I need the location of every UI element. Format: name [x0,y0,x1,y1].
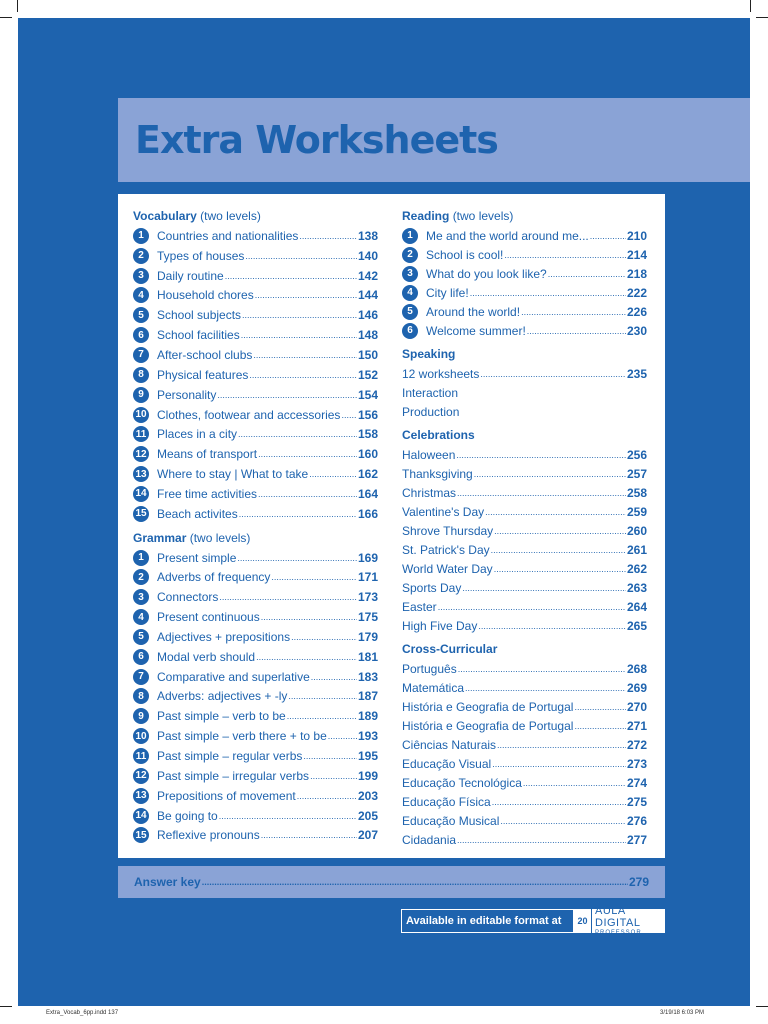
footer-timestamp: 3/19/18 6:03 PM [660,1010,705,1016]
item-label: World Water Day [402,561,493,576]
leader-dots [202,876,628,888]
badge-brand-name: AULA DIGITAL [595,905,641,929]
list-item [402,659,647,678]
list-item [133,627,378,647]
list-item [402,830,647,849]
list-item [402,697,647,716]
leader-dots [523,777,626,789]
number-badge: 1 [133,550,149,566]
leader-dots [255,289,357,301]
list-item [133,687,378,707]
number-badge: 9 [133,708,149,724]
list-item [133,345,378,365]
list-item [133,286,378,306]
list-item [402,383,647,402]
item-label: Welcome summer! [426,323,526,338]
page-number: 269 [626,680,647,695]
list-item [402,245,647,264]
item-label: Comparative and superlative [157,669,310,684]
celebrations-heading: Celebrations [402,428,475,442]
page-number: 146 [357,308,378,323]
item-label: Past simple – verb there + to be [157,729,327,744]
item-label: Means of transport [157,447,258,462]
page-number: 214 [626,247,647,262]
page-number: 148 [357,328,378,343]
leader-dots [225,270,357,282]
list-item [402,402,647,421]
list-item [402,321,647,340]
page-number: 142 [357,268,378,283]
page-number: 207 [357,828,378,843]
leader-dots [438,601,626,613]
answer-key-page: 279 [628,875,649,889]
leader-dots [261,611,357,623]
number-badge: 6 [402,323,418,339]
item-label: Past simple – irregular verbs [157,768,310,783]
item-label: Physical features [157,367,249,382]
page-number: 179 [357,629,378,644]
leader-dots [480,368,626,380]
page-number: 210 [626,228,647,243]
leader-dots [527,325,626,337]
leader-dots [258,488,357,500]
list-item [402,483,647,502]
page-number: 169 [357,550,378,565]
page-number: 150 [357,347,378,362]
page-number: 171 [357,570,378,585]
contents-panel [118,194,665,858]
item-label: Around the world! [426,304,521,319]
list-item [402,364,647,383]
answer-key-label: Answer key [134,875,201,889]
number-badge: 14 [133,808,149,824]
leader-dots [485,506,626,518]
badge-text: Available in editable format at [401,909,574,933]
page-number: 164 [357,486,378,501]
item-label: Be going to [157,808,218,823]
footer-filename: Extra_Vocab_6pp.indd 137 [46,1010,119,1016]
item-label: Adjectives + prepositions [157,629,291,644]
item-label: Prepositions of movement [157,788,296,803]
list-item [133,607,378,627]
item-label: St. Patrick's Day [402,542,490,557]
list-item [402,773,647,792]
item-label: Modal verb should [157,649,256,664]
list-item [133,587,378,607]
cross-curricular-list [402,659,647,849]
list-item [402,559,647,578]
number-badge: 7 [133,669,149,685]
list-item [133,568,378,588]
leader-dots [271,571,357,583]
leader-dots [219,591,357,603]
list-item [133,766,378,786]
list-item [133,484,378,504]
page-number: 235 [626,366,647,381]
leader-dots [497,739,626,751]
left-column [133,206,378,845]
number-badge: 12 [133,446,149,462]
list-item [133,825,378,845]
item-label: Connectors [157,590,219,605]
item-label: Where to stay | What to take [157,467,309,482]
page-number: 181 [357,649,378,664]
list-item [402,283,647,302]
item-label: Matemática [402,680,465,695]
item-label: Ciências Naturais [402,737,497,752]
item-label: Sports Day [402,580,462,595]
number-badge: 11 [133,426,149,442]
item-label: Present simple [157,550,237,565]
item-label: 12 worksheets [402,366,480,381]
list-item [402,811,647,830]
leader-dots [548,268,626,280]
leader-dots [465,682,626,694]
page-number: 144 [357,288,378,303]
list-item [402,578,647,597]
list-item [133,266,378,286]
speaking-list [402,364,647,421]
leader-dots [492,796,626,808]
item-label: Educação Física [402,794,491,809]
number-badge: 4 [133,609,149,625]
number-badge: 14 [133,486,149,502]
page-number: 222 [626,285,647,300]
leader-dots [494,563,626,575]
list-item [133,464,378,484]
list-item [133,405,378,425]
badge-brand [591,905,665,936]
item-label: Educação Musical [402,813,500,828]
celebrations-list [402,445,647,635]
list-item [402,445,647,464]
page-number: 156 [357,407,378,422]
number-badge: 9 [133,387,149,403]
list-item [133,667,378,687]
number-badge: 1 [133,228,149,244]
leader-dots [303,750,357,762]
item-label: Português [402,661,457,676]
page-number: 166 [357,506,378,521]
page-number: 218 [626,266,647,281]
page-number: 187 [357,689,378,704]
number-badge: 11 [133,748,149,764]
badge-brand-sub: PROFESSOR [595,930,642,936]
page-number: 226 [626,304,647,319]
number-badge: 6 [133,327,149,343]
item-label: Christmas [402,485,457,500]
list-item [402,464,647,483]
page-number: 261 [626,542,647,557]
number-badge: 13 [133,788,149,804]
list-item [133,504,378,524]
item-label: City life! [426,285,469,300]
number-badge: 5 [402,304,418,320]
page-number: 154 [357,387,378,402]
page-number: 268 [626,661,647,676]
item-label: Thanksgiving [402,466,473,481]
list-item [133,385,378,405]
number-badge: 5 [133,307,149,323]
leader-dots [494,525,626,537]
page-number: 273 [626,756,647,771]
item-label: Places in a city [157,427,238,442]
leader-dots [287,710,357,722]
leader-dots [297,790,357,802]
list-item [402,597,647,616]
item-label: Production [402,404,460,419]
page-number: 152 [357,367,378,382]
leader-dots [288,690,357,702]
leader-dots [217,389,357,401]
page-number: 160 [357,447,378,462]
leader-dots [500,815,626,827]
list-item [133,444,378,464]
item-label: After-school clubs [157,347,253,362]
list-item [402,735,647,754]
page-number: 162 [357,467,378,482]
leader-dots [242,309,357,321]
list-item [402,716,647,735]
list-item [133,226,378,246]
list-item [133,746,378,766]
grammar-heading: Grammar (two levels) [133,530,251,545]
leader-dots [249,369,357,381]
list-item [133,726,378,746]
item-label: Adverbs of frequency [157,570,271,585]
leader-dots [261,829,357,841]
item-label: Interaction [402,385,459,400]
item-label: School is cool! [426,247,504,262]
leader-dots [256,651,357,663]
title-band [118,98,750,182]
item-label: Haloween [402,447,456,462]
answer-key-row [118,866,665,898]
number-badge: 8 [133,367,149,383]
page-number: 272 [626,737,647,752]
leader-dots [491,544,626,556]
number-badge: 15 [133,506,149,522]
page-number: 193 [357,729,378,744]
number-badge: 3 [402,266,418,282]
item-label: Adverbs: adjectives + -ly [157,689,288,704]
list-item [402,521,647,540]
page-number: 256 [626,447,647,462]
leader-dots [457,487,626,499]
page-number: 258 [626,485,647,500]
list-item [402,502,647,521]
number-badge: 4 [133,287,149,303]
leader-dots [237,552,357,564]
leader-dots [245,250,357,262]
page-number: 230 [626,323,647,338]
number-badge: 13 [133,466,149,482]
leader-dots [299,230,357,242]
page-number: 259 [626,504,647,519]
badge-logo: 20 [574,909,591,933]
page-number: 270 [626,699,647,714]
item-label: Free time activities [157,486,258,501]
item-label: História e Geografia de Portugal [402,699,574,714]
list-item [402,302,647,321]
number-badge: 4 [402,285,418,301]
item-label: Past simple – regular verbs [157,749,303,764]
item-label: Daily routine [157,268,224,283]
list-item [133,365,378,385]
vocabulary-list [133,226,378,524]
item-label: Cidadania [402,832,457,847]
right-column [402,206,647,849]
number-badge: 6 [133,649,149,665]
list-item [402,540,647,559]
number-badge: 5 [133,629,149,645]
number-badge: 12 [133,768,149,784]
number-badge: 15 [133,827,149,843]
item-label: School facilities [157,328,240,343]
list-item [133,424,378,444]
list-item [402,616,647,635]
leader-dots [309,468,357,480]
page-number: 205 [357,808,378,823]
grammar-list [133,548,378,846]
list-item [133,786,378,806]
page-number: 271 [626,718,647,733]
item-label: Household chores [157,288,254,303]
worksheet-page [18,18,750,1006]
list-item [133,548,378,568]
leader-dots [590,230,626,242]
leader-dots [258,448,357,460]
leader-dots [219,810,357,822]
page-number: 277 [626,832,647,847]
page-number: 263 [626,580,647,595]
page-number: 275 [626,794,647,809]
reading-list [402,226,647,340]
list-item [133,806,378,826]
list-item [402,264,647,283]
list-item [402,226,647,245]
item-label: Easter [402,599,437,614]
item-label: Valentine's Day [402,504,485,519]
item-label: História e Geografia de Portugal [402,718,574,733]
leader-dots [458,663,626,675]
item-label: Countries and nationalities [157,228,299,243]
page-number: 158 [357,427,378,442]
item-label: Me and the world around me... [426,228,589,243]
list-item [402,678,647,697]
leader-dots [341,409,357,421]
leader-dots [457,834,626,846]
leader-dots [310,770,357,782]
number-badge: 7 [133,347,149,363]
list-item [133,647,378,667]
leader-dots [253,349,357,361]
leader-dots [456,449,626,461]
leader-dots [521,306,626,318]
leader-dots [470,287,626,299]
page-number: 175 [357,610,378,625]
page-number: 183 [357,669,378,684]
page-number: 199 [357,768,378,783]
item-label: High Five Day [402,618,478,633]
leader-dots [504,249,626,261]
item-label: Clothes, footwear and accessories [157,407,341,422]
leader-dots [328,730,357,742]
item-label: Shrove Thursday [402,523,494,538]
page-number: 203 [357,788,378,803]
leader-dots [478,620,626,632]
page-number: 195 [357,749,378,764]
leader-dots [238,428,357,440]
reading-heading: Reading (two levels) [402,209,514,223]
item-label: Educação Visual [402,756,492,771]
leader-dots [474,468,626,480]
page-number: 264 [626,599,647,614]
leader-dots [492,758,626,770]
leader-dots [574,701,626,713]
cross-curricular-heading: Cross-Curricular [402,642,498,656]
list-item [133,325,378,345]
list-item [133,246,378,266]
item-label: Types of houses [157,248,245,263]
page-number: 265 [626,618,647,633]
page-number: 276 [626,813,647,828]
number-badge: 2 [402,247,418,263]
page-number: 173 [357,590,378,605]
number-badge: 10 [133,728,149,744]
list-item [402,754,647,773]
leader-dots [574,720,626,732]
number-badge: 2 [133,569,149,585]
item-label: Educação Tecnológica [402,775,522,790]
number-badge: 3 [133,589,149,605]
item-label: What do you look like? [426,266,547,281]
leader-dots [239,508,357,520]
speaking-heading: Speaking [402,347,456,361]
vocabulary-heading: Vocabulary (two levels) [133,209,261,223]
item-label: School subjects [157,308,242,323]
number-badge: 3 [133,268,149,284]
page-number: 274 [626,775,647,790]
aula-digital-badge [401,905,665,936]
number-badge: 2 [133,248,149,264]
number-badge: 1 [402,228,418,244]
leader-dots [291,631,357,643]
list-item [133,305,378,325]
page-number: 138 [357,228,378,243]
item-label: Beach activites [157,506,238,521]
list-item [133,706,378,726]
leader-dots [462,582,626,594]
page-number: 140 [357,248,378,263]
number-badge: 10 [133,407,149,423]
page-number: 189 [357,709,378,724]
page-number: 257 [626,466,647,481]
item-label: Past simple – verb to be [157,709,286,724]
page-number: 262 [626,561,647,576]
page-title: Extra Worksheets [135,118,498,162]
page-number: 260 [626,523,647,538]
leader-dots [241,329,357,341]
item-label: Present continuous [157,610,260,625]
item-label: Personality [157,387,217,402]
item-label: Reflexive pronouns [157,828,260,843]
number-badge: 8 [133,688,149,704]
leader-dots [311,671,357,683]
list-item [402,792,647,811]
